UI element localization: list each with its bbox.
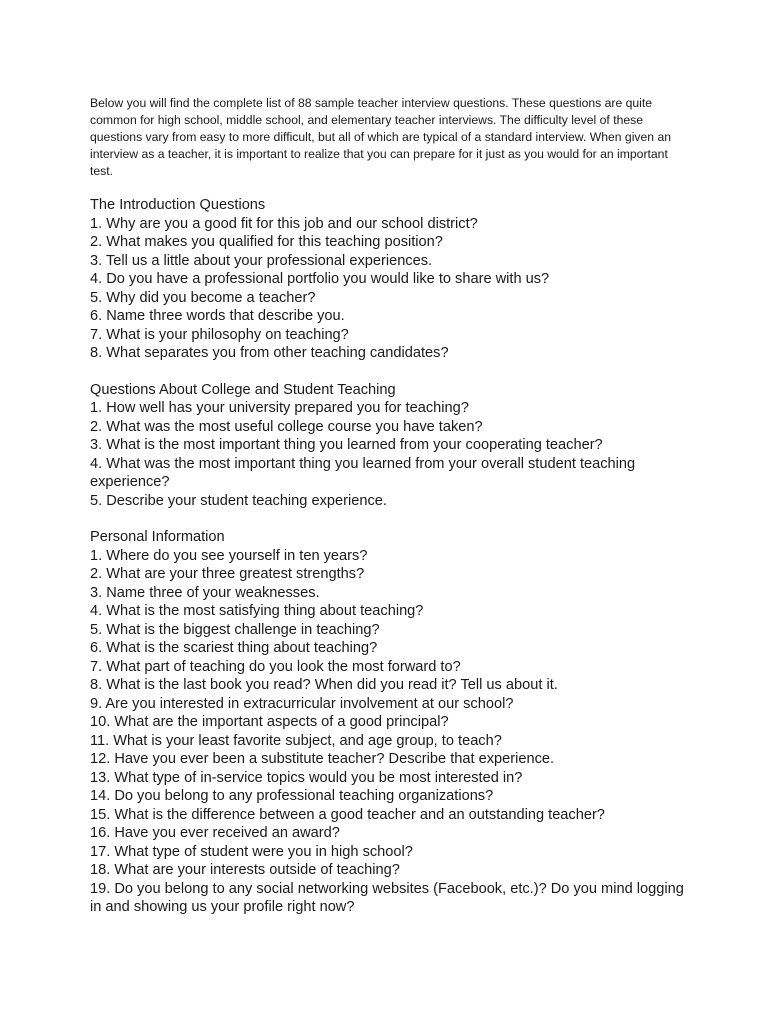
question-item: 1. Why are you a good fit for this job and our school district? [90, 215, 478, 232]
section-college-student-teaching [90, 381, 690, 511]
section-personal-information [90, 528, 690, 917]
question-item: 5. What is the biggest challenge in teaching? [90, 621, 380, 638]
question-list [90, 399, 690, 510]
document-content [90, 95, 690, 935]
question-item: 4. What is the most satisfying thing about teaching? [90, 603, 424, 619]
question-item: 17. What type of student were you in high school? [90, 843, 413, 860]
question-item: 8. What separates you from other teaching candidates? [90, 345, 449, 361]
question-item: 2. What makes you qualified for this teaching position? [90, 234, 443, 250]
section-title: Personal Information [90, 529, 225, 545]
section-introduction-questions [90, 196, 690, 363]
question-item: 7. What is your philosophy on teaching? [90, 326, 349, 343]
question-item: 8. What is the last book you read? When did you read it? Tell us about it. [90, 677, 558, 693]
question-item: 4. What was the most important thing you learned from your overall student teaching experience? [90, 455, 636, 490]
question-item: 5. Why did you become a teacher? [90, 289, 316, 306]
question-item: 6. What is the scariest thing about teaching? [90, 640, 378, 656]
intro-paragraph: Below you will find the complete list of 88 sample teacher interview questions. These questions are quite common for high school, middle school, and elementary teacher interviews. The difficulty level of these questions vary from easy to more difficult, but all of which are typical of a standard interview. When given an interview as a teacher, it is important to realize that you can prepare for it just as you would for an important test. [90, 96, 672, 178]
question-item: 3. Tell us a little about your professional experiences. [90, 252, 433, 269]
question-item: 19. Do you belong to any social networking websites (Facebook, etc.)? Do you mind logging in and showing us your profile right now? [90, 880, 684, 915]
question-item: 2. What are your three greatest strengths? [90, 566, 365, 582]
section-title: The Introduction Questions [90, 197, 266, 213]
question-item: 9. Are you interested in extracurricular involvement at our school? [90, 695, 514, 712]
question-item: 7. What part of teaching do you look the most forward to? [90, 658, 461, 675]
question-item: 2. What was the most useful college course you have taken? [90, 418, 483, 435]
question-item: 11. What is your least favorite subject, and age group, to teach? [90, 732, 502, 749]
question-item: 16. Have you ever received an award? [90, 825, 340, 841]
question-item: 6. Name three words that describe you. [90, 308, 345, 324]
question-item: 14. Do you belong to any professional teaching organizations? [90, 788, 494, 804]
question-list [90, 215, 690, 363]
question-item: 4. Do you have a professional portfolio you would like to share with us? [90, 271, 550, 287]
question-item: 13. What type of in-service topics would you be most interested in? [90, 769, 523, 786]
question-item: 15. What is the difference between a good teacher and an outstanding teacher? [90, 806, 605, 823]
question-item: 3. What is the most important thing you learned from your cooperating teacher? [90, 437, 603, 453]
section-title: Questions About College and Student Teaching [90, 381, 396, 398]
question-item: 3. Name three of your weaknesses. [90, 584, 320, 601]
question-item: 12. Have you ever been a substitute teacher? Describe that experience. [90, 751, 555, 767]
question-item: 1. How well has your university prepared you for teaching? [90, 400, 469, 416]
question-item: 10. What are the important aspects of a good principal? [90, 714, 449, 730]
question-list [90, 547, 690, 917]
question-item: 18. What are your interests outside of teaching? [90, 862, 400, 878]
question-item: 1. Where do you see yourself in ten years? [90, 547, 368, 564]
question-item: 5. Describe your student teaching experience. [90, 492, 387, 509]
